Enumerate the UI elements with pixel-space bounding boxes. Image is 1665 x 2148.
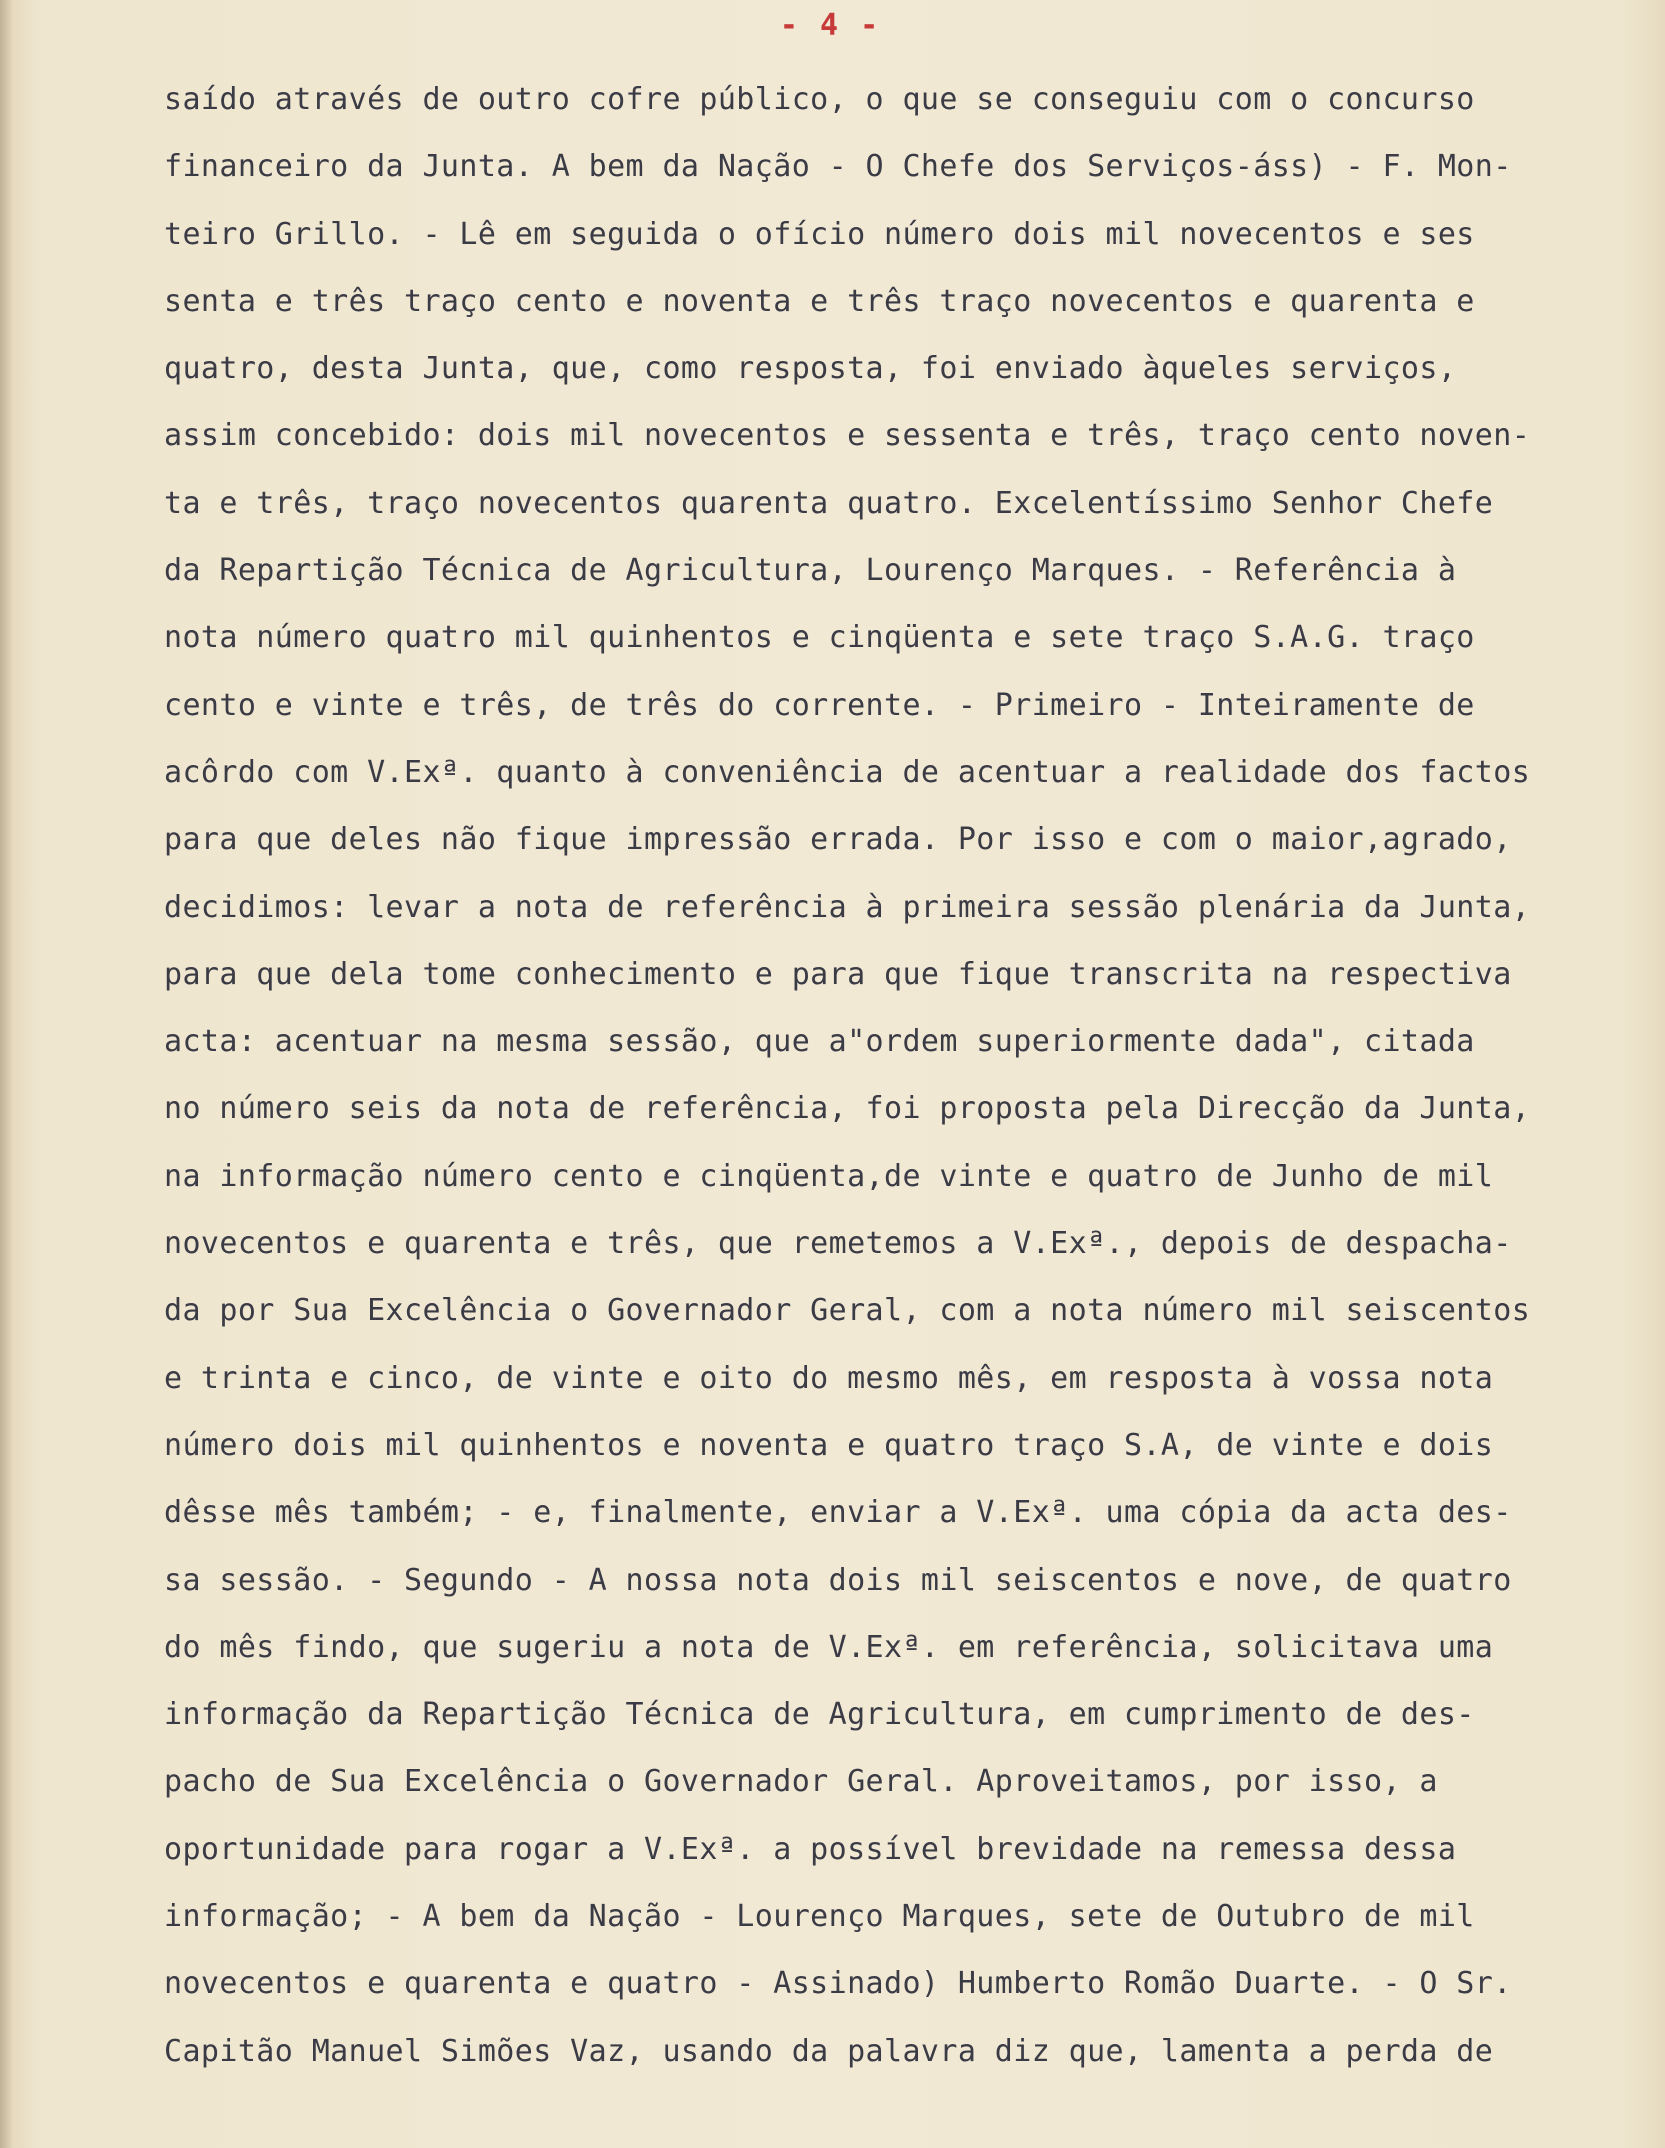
text-line: financeiro da Junta. A bem da Nação - O Chefe dos Serviços-áss) - F. Mon-	[164, 149, 1512, 185]
text-line: acôrdo com V.Exª. quanto à conveniência de acentuar a realidade dos factos	[164, 754, 1531, 790]
text-line: assim concebido: dois mil novecentos e sessenta e três, traço cento noven-	[164, 418, 1531, 454]
text-line: novecentos e quarenta e quatro - Assinado) Humberto Romão Duarte. - O Sr.	[164, 1966, 1512, 2002]
text-line: pacho de Sua Excelência o Governador Geral. Aproveitamos, por isso, a	[164, 1764, 1438, 1800]
paper-edge	[0, 0, 12, 2148]
typewritten-text	[164, 72, 1644, 2091]
text-line: informação; - A bem da Nação - Lourenço Marques, sete de Outubro de mil	[164, 1899, 1475, 1935]
text-line: do mês findo, que sugeriu a nota de V.Exª. em referência, solicitava uma	[164, 1629, 1494, 1665]
text-line: saído através de outro cofre público, o que se conseguiu com o concurso	[164, 82, 1475, 117]
text-line: acta: acentuar na mesma sessão, que a"ordem superiormente dada", citada	[164, 1024, 1475, 1060]
text-line: na informação número cento e cinqüenta,de vinte e quatro de Junho de mil	[164, 1158, 1494, 1194]
text-line: cento e vinte e três, de três do corrente. - Primeiro - Inteiramente de	[164, 687, 1475, 723]
text-line: quatro, desta Junta, que, como resposta, foi enviado àqueles serviços,	[164, 351, 1457, 387]
text-line: novecentos e quarenta e três, que remetemos a V.Exª., depois de despacha-	[164, 1226, 1512, 1262]
text-line: no número seis da nota de referência, foi proposta pela Direcção da Junta,	[164, 1091, 1531, 1127]
text-line: ta e três, traço novecentos quarenta quatro. Excelentíssimo Senhor Chefe	[164, 485, 1494, 521]
text-line: decidimos: levar a nota de referência à primeira sessão plenária da Junta,	[164, 889, 1531, 925]
text-line: sa sessão. - Segundo - A nossa nota dois mil seiscentos e nove, de quatro	[164, 1562, 1512, 1598]
text-line: oportunidade para rogar a V.Exª. a possível brevidade na remessa dessa	[164, 1831, 1457, 1867]
text-line: informação da Repartição Técnica de Agricultura, em cumprimento de des-	[164, 1697, 1475, 1733]
text-line: dêsse mês também; - e, finalmente, enviar a V.Exª. uma cópia da acta des-	[164, 1495, 1512, 1531]
text-line: senta e três traço cento e noventa e três traço novecentos e quarenta e	[164, 283, 1475, 319]
text-line: da por Sua Excelência o Governador Geral, com a nota número mil seiscentos	[164, 1293, 1531, 1329]
text-line: teiro Grillo. - Lê em seguida o ofício número dois mil novecentos e ses	[164, 216, 1475, 252]
page-number: - 4 -	[779, 8, 881, 43]
text-line: para que deles não fique impressão errada. Por isso e com o maior,agrado,	[164, 822, 1512, 858]
text-line: nota número quatro mil quinhentos e cinqüenta e sete traço S.A.G. traço	[164, 620, 1475, 656]
text-line: da Repartição Técnica de Agricultura, Lourenço Marques. - Referência à	[164, 553, 1457, 589]
text-line: para que dela tome conhecimento e para que fique transcrita na respectiva	[164, 956, 1512, 992]
text-line: e trinta e cinco, de vinte e oito do mesmo mês, em resposta à vossa nota	[164, 1360, 1494, 1396]
text-line: Capitão Manuel Simões Vaz, usando da palavra diz que, lamenta a perda de	[164, 2033, 1494, 2069]
text-line: número dois mil quinhentos e noventa e quatro traço S.A, de vinte e dois	[164, 1427, 1494, 1463]
